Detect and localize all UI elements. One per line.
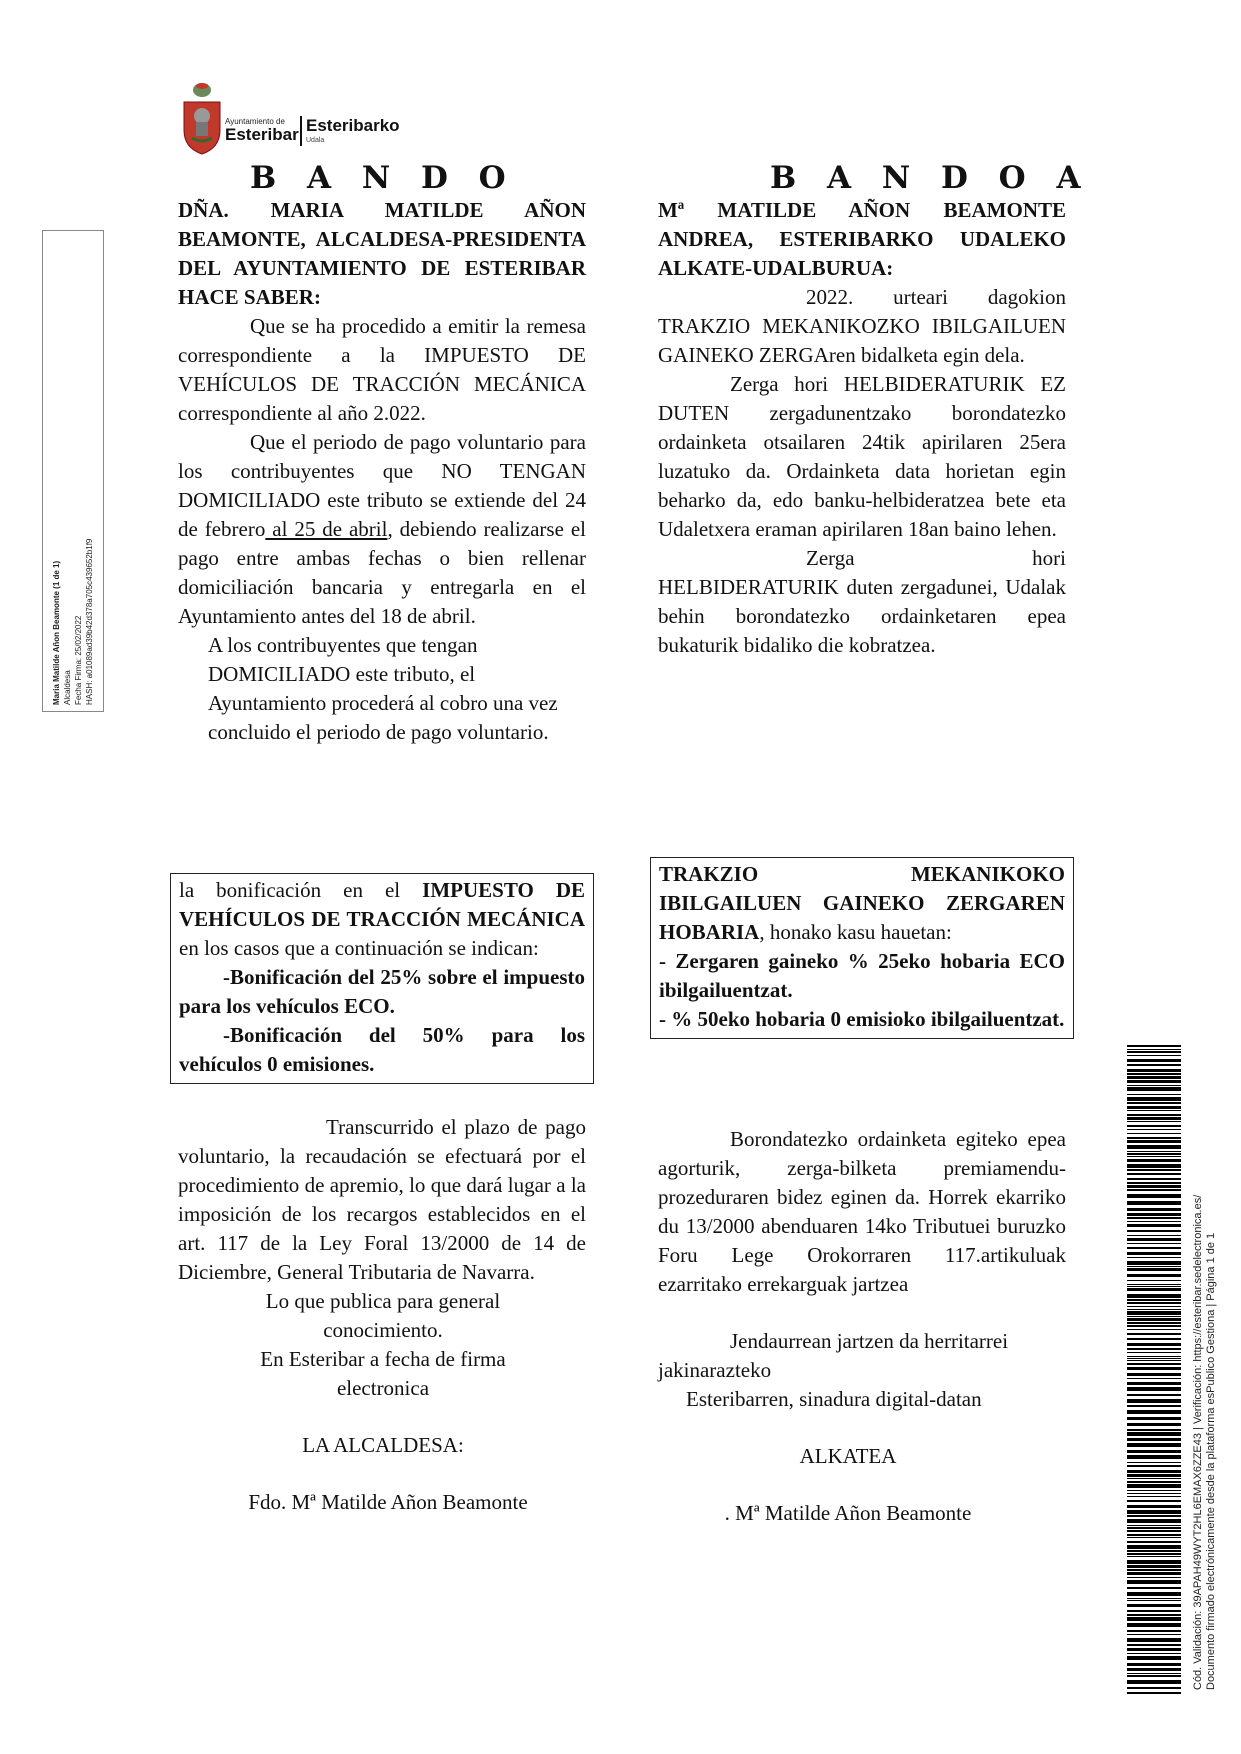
barcode-bar: [1127, 1311, 1181, 1315]
barcode-bar: [1127, 1059, 1181, 1062]
barcode-bar: [1127, 1087, 1181, 1091]
barcode-bar: [1127, 1394, 1181, 1396]
barcode-bar: [1127, 1515, 1181, 1517]
barcode-bar: [1127, 1045, 1181, 1047]
right-paragraph-4: Borondatezko ordainketa egiteko epea agorturik, zerga-bilketa premiamendu-prozeduraren bidez eginen da. Horrek ekarriko du 13/2000 abenduaren 14ko Tributuei buruzko Foru Lege Orokorraren 117.artikuluak ezarritako errekarguak jartzea: [658, 1127, 1066, 1296]
right-header: Mª MATILDE AÑON BEAMONTE ANDREA, ESTERIBARKO UDALEKO ALKATE-UDALBURUA:: [658, 198, 1066, 280]
barcode-bar: [1127, 1462, 1181, 1463]
barcode-bar: [1127, 1284, 1181, 1285]
barcode-bar: [1127, 1572, 1181, 1575]
barcode-bar: [1127, 1288, 1181, 1291]
right-signer-name: . Mª Matilde Añon Beamonte: [724, 1501, 972, 1525]
barcode-bar: [1127, 1178, 1181, 1180]
left-box-bonus-50: -Bonificación del 50% para los vehículos 0 emisiones.: [179, 1023, 585, 1076]
barcode-bar: [1127, 1617, 1181, 1621]
barcode-bar: [1127, 1051, 1181, 1053]
barcode-bar: [1127, 1145, 1181, 1149]
right-column: [658, 196, 1066, 660]
barcode-bar: [1127, 1243, 1181, 1244]
signer-role: Alcaldesa: [63, 670, 72, 705]
barcode-bar: [1127, 1500, 1181, 1502]
right-box-bonus-50: - % 50eko hobaria 0 emisioko ibilgailuentzat.: [659, 1007, 1065, 1031]
signature-hash: HASH: a01089ad39b42d378a705c439652b1f9: [85, 538, 94, 705]
barcode-bar: [1127, 1299, 1181, 1301]
left-box-tax-name: IMPUESTO DE VEHÍCULOS DE TRACCIÓN MECÁNICA: [179, 878, 585, 931]
barcode-bar: [1127, 1537, 1181, 1538]
barcode-bar: [1127, 1630, 1181, 1632]
barcode-bar: [1127, 1556, 1181, 1557]
barcode-bar: [1127, 1055, 1181, 1056]
barcode-bar: [1127, 1363, 1181, 1365]
left-box-intro: [179, 876, 585, 963]
barcode-bar: [1127, 1309, 1181, 1310]
barcode-bar: [1127, 1668, 1181, 1671]
barcode-bar: [1127, 1076, 1181, 1079]
signer-line: Maria Matilde Añon Beamonte (1 de 1): [52, 560, 61, 705]
barcode-bar: [1127, 1137, 1181, 1139]
right-signer-title: ALKATEA: [799, 1444, 897, 1468]
barcode-bar: [1127, 1201, 1181, 1205]
barcode-bar: [1127, 1417, 1181, 1420]
barcode-bar: [1127, 1329, 1181, 1330]
left-paragraph-2-underlined: al 25 de abril: [265, 517, 388, 541]
barcode-bar: [1127, 1496, 1181, 1497]
barcode-bar: [1127, 1553, 1181, 1555]
left-publish-notice: Lo que publica para general conocimiento.: [265, 1289, 501, 1342]
barcode-bar: [1127, 1610, 1181, 1612]
barcode-bar: [1127, 1648, 1181, 1651]
left-column: [178, 196, 586, 747]
left-paragraph-2: [178, 428, 586, 631]
barcode-bar: [1127, 1484, 1181, 1488]
barcode-bar: [1127, 1604, 1181, 1607]
barcode-bar: [1127, 1687, 1181, 1689]
left-box-bonus-25: -Bonificación del 25% sobre el impuesto para los vehículos ECO.: [179, 965, 585, 1018]
barcode-bar: [1127, 1592, 1181, 1596]
barcode-bar: [1127, 1208, 1181, 1211]
left-paragraph-3: A los contribuyentes que tengan DOMICILIADO este tributo, el Ayuntamiento procederá al cobro una vez concluido el periodo de pago voluntario.: [208, 633, 558, 744]
barcode-bar: [1127, 1560, 1181, 1564]
barcode-bar: [1127, 1638, 1181, 1642]
barcode-bar: [1127, 1470, 1181, 1473]
barcode-bar: [1127, 1286, 1181, 1287]
barcode-bar: [1127, 1194, 1181, 1198]
barcode-bar: [1127, 1173, 1181, 1175]
barcode-bar: [1127, 1333, 1181, 1335]
left-date-place: En Esteribar a fecha de firma electronica: [260, 1347, 506, 1400]
right-paragraph-1: 2022. urteari dagokion TRAKZIO MEKANIKOZKO IBILGAILUEN GAINEKO ZERGAren bidalketa egin dela.: [658, 285, 1066, 367]
barcode-bar: [1127, 1614, 1181, 1616]
right-date-place: Esteribarren, sinadura digital-datan: [686, 1387, 982, 1411]
barcode-bar: [1127, 1133, 1181, 1134]
barcode-bar: [1127, 1493, 1181, 1494]
barcode-bar: [1127, 1680, 1181, 1684]
barcode-bar: [1127, 1352, 1181, 1353]
left-box-text-c: en los casos que a continuación se indican:: [179, 936, 539, 960]
left-signer-name: Fdo. Mª Matilde Añon Beamonte: [248, 1490, 528, 1514]
left-title: B A N D O: [250, 160, 516, 196]
barcode-bar: [1127, 1085, 1181, 1086]
barcode-bar: [1127, 1221, 1181, 1222]
barcode-bar: [1127, 1185, 1181, 1188]
barcode-bar: [1127, 1294, 1181, 1298]
barcode-bar: [1127, 1656, 1181, 1660]
right-box-bonus-25: - Zergaren gaineko % 25eko hobaria ECO ibilgailuentzat.: [659, 949, 1065, 1002]
barcode-bar: [1127, 1302, 1181, 1304]
barcode-bar: [1127, 1125, 1181, 1127]
barcode-bar: [1127, 1577, 1181, 1578]
barcode-bar: [1127, 1623, 1181, 1627]
right-title: B A N D O A: [770, 160, 1091, 196]
barcode-bar: [1127, 1429, 1181, 1431]
left-signer-title: LA ALCALDESA:: [302, 1433, 464, 1457]
barcode-bar: [1127, 1569, 1181, 1571]
barcode-bar: [1127, 1182, 1181, 1184]
barcode-bar: [1127, 1156, 1181, 1157]
barcode-bar: [1127, 1450, 1181, 1453]
barcode-bar: [1127, 1274, 1181, 1277]
validation-text: [1192, 1195, 1218, 1690]
barcode-bar: [1127, 1316, 1181, 1317]
left-paragraph-1: Que se ha procedido a emitir la remesa correspondiente a la IMPUESTO DE VEHÍCULOS DE TRACCIÓN MECÁNICA correspondiente al año 2.022.: [178, 314, 586, 425]
right-paragraph-3: Zerga hori HELBIDERATURIK duten zergadunei, Udalak behin borondatezko ordainketaren epea bukaturik bidaliko die kobratzea.: [658, 546, 1066, 657]
barcode-bar: [1127, 1235, 1181, 1236]
logo-divider: [300, 116, 302, 146]
left-paragraph-2-a: Que el periodo de pago voluntario para los contribuyentes que NO TENGAN DOMICILIADO este tributo se extiende del 24 de febrero: [178, 430, 586, 541]
barcode-bar: [1127, 1224, 1181, 1227]
barcode-bar: [1127, 1110, 1181, 1111]
barcode-bar: [1127, 1580, 1181, 1584]
barcode-bar: [1127, 1530, 1181, 1532]
barcode-bar: [1127, 1505, 1181, 1508]
barcode-bar: [1127, 1465, 1181, 1467]
barcode-bar: [1127, 1169, 1181, 1171]
signature-date: Fecha Firma: 25/02/2022: [74, 615, 83, 705]
barcode-bar: [1127, 1217, 1181, 1219]
barcode-bar: [1127, 1097, 1181, 1101]
barcode-bar: [1127, 1438, 1181, 1441]
barcode-bar: [1127, 1129, 1181, 1130]
barcode-bar: [1127, 1644, 1181, 1646]
barcode-bar: [1127, 1525, 1181, 1526]
barcode-bar: [1127, 1675, 1181, 1677]
barcode-bar: [1127, 1247, 1181, 1249]
barcode-bar: [1127, 1600, 1181, 1601]
barcode-bar: [1127, 1358, 1181, 1359]
barcode-bar: [1127, 1121, 1181, 1122]
barcode-bar: [1127, 1189, 1181, 1191]
barcode-bar: [1127, 1692, 1181, 1694]
barcode-bar: [1127, 1673, 1181, 1674]
barcode-bar: [1127, 1117, 1181, 1120]
signature-stamp: [42, 230, 104, 712]
barcode-bar: [1127, 1268, 1181, 1271]
logo-subtitle-basque: Udala: [306, 137, 325, 144]
left-column-bottom: [178, 1113, 586, 1517]
barcode-bar: [1127, 1153, 1181, 1155]
barcode-bar: [1127, 1114, 1181, 1116]
municipal-logo: [180, 80, 420, 160]
barcode-bar: [1127, 1064, 1181, 1066]
barcode-bar: [1127, 1049, 1181, 1050]
barcode-bar: [1127, 1490, 1181, 1491]
logo-title: Esteribar: [225, 125, 299, 144]
barcode-bar: [1127, 1481, 1181, 1483]
barcode-bar: [1127, 1261, 1181, 1265]
barcode-bar: [1127, 1478, 1181, 1479]
barcode-bar: [1127, 1443, 1181, 1447]
barcode-bar: [1127, 1527, 1181, 1529]
barcode-image: [1127, 1045, 1181, 1695]
barcode-bar: [1127, 1140, 1181, 1143]
barcode-bar: [1127, 1102, 1181, 1104]
barcode-bar: [1127, 1348, 1181, 1350]
right-box-text-b: , honako kasu hauetan:: [759, 920, 952, 944]
barcode-bar: [1127, 1213, 1181, 1216]
barcode-bar: [1127, 1306, 1181, 1307]
barcode-bar: [1127, 1405, 1181, 1407]
barcode-bar: [1127, 1159, 1181, 1162]
barcode-bar: [1127, 1073, 1181, 1075]
barcode-bar: [1127, 1356, 1181, 1357]
left-header: DÑA. MARIA MATILDE AÑON BEAMONTE, ALCALDESA-PRESIDENTA DEL AYUNTAMIENTO DE ESTERIBAR HACE SABER:: [178, 198, 586, 309]
barcode-bar: [1127, 1510, 1181, 1514]
barcode-bar: [1127, 1534, 1181, 1536]
barcode-bar: [1127, 1266, 1181, 1267]
barcode-bar: [1127, 1550, 1181, 1552]
barcode-bar: [1127, 1106, 1181, 1109]
left-box-text-a: la bonificación en el: [179, 878, 423, 902]
barcode-bar: [1127, 1230, 1181, 1232]
barcode-bar: [1127, 1653, 1181, 1654]
right-paragraph-2: Zerga hori HELBIDERATURIK EZ DUTEN zergadunentzako borondatezko ordainketa otsailaren 24tik apirilaren 25era luzatuko da. Ordainketa data horietan egin beharko da, edo banku-helbideratzea bete eta Udaletxera eraman apirilaren 18an baino lehen.: [658, 372, 1066, 541]
left-bonus-box: [170, 873, 594, 1084]
barcode-bar: [1127, 1634, 1181, 1635]
barcode-bar: [1127, 1257, 1181, 1258]
barcode-bar: [1127, 1378, 1181, 1379]
coat-of-arms-icon: [180, 80, 224, 155]
barcode-bar: [1127, 1399, 1181, 1403]
barcode-bar: [1127, 1164, 1181, 1168]
barcode-bar: [1127, 1094, 1181, 1095]
barcode-bar: [1127, 1280, 1181, 1281]
barcode-bar: [1127, 1519, 1181, 1523]
logo-title-basque: Esteribarko: [306, 116, 400, 135]
barcode-bar: [1127, 1373, 1181, 1376]
logo-subtitle: Ayuntamiento de: [225, 117, 285, 126]
barcode-bar: [1127, 1080, 1181, 1083]
barcode-bar: [1127, 1663, 1181, 1666]
right-box-intro: [659, 860, 1065, 947]
barcode-bar: [1127, 1325, 1181, 1327]
barcode-bar: [1127, 1318, 1181, 1321]
right-box-tax-name: TRAKZIO MEKANIKOKO IBILGAILUEN GAINEKO ZERGAREN HOBARIA: [659, 862, 1065, 944]
barcode-bar: [1127, 1432, 1181, 1436]
left-paragraph-2-b: , debiendo realizarse el pago entre ambas fechas o bien rellenar domiciliación bancaria y entregarla en el Ayuntamiento antes del 18 de abril.: [178, 517, 586, 628]
barcode-bar: [1127, 1151, 1181, 1152]
barcode-bar: [1127, 1252, 1181, 1255]
barcode-bar: [1127, 1387, 1181, 1391]
right-publish-notice: Jendaurrean jartzen da herritarrei jakinarazteko: [658, 1329, 1009, 1382]
barcode-bar: [1127, 1598, 1181, 1599]
barcode-bar: [1127, 1410, 1181, 1414]
signature-text: [51, 539, 95, 705]
barcode-bar: [1127, 1541, 1181, 1543]
barcode-bar: [1127, 1069, 1181, 1072]
right-bonus-box: [650, 857, 1074, 1039]
barcode-bar: [1127, 1474, 1181, 1477]
barcode-bar: [1127, 1382, 1181, 1385]
validation-code-line: Cód. Validación: 39APAH49WYT2HL6EMAX6ZZE43 | Verificación: https://esteribar.sedelectronica.es/: [1192, 1194, 1204, 1690]
left-paragraph-4: Transcurrido el plazo de pago voluntario, la recaudación se efectuará por el procedimiento de apremio, lo que dará lugar a la imposición de los recargos establecidos en el art. 117 de la Ley Foral 13/2000 de 14 de Diciembre, General Tributaria de Navarra.: [178, 1115, 586, 1284]
barcode-bar: [1127, 1455, 1181, 1459]
barcode-bar: [1127, 1367, 1181, 1370]
barcode-bar: [1127, 1322, 1181, 1324]
validation-platform-line: Documento firmado electrónicamente desde la plataforma esPublico Gestiona | Página 1 de 1: [1205, 1232, 1217, 1690]
barcode-bar: [1127, 1545, 1181, 1549]
right-column-bottom: [658, 1125, 1066, 1528]
barcode-bar: [1127, 1423, 1181, 1426]
barcode-bar: [1127, 1343, 1181, 1346]
barcode-bar: [1127, 1338, 1181, 1340]
barcode-bar: [1127, 1238, 1181, 1241]
barcode-bar: [1127, 1587, 1181, 1589]
barcode-bar: [1127, 1565, 1181, 1568]
barcode-bar: [1127, 1360, 1181, 1361]
